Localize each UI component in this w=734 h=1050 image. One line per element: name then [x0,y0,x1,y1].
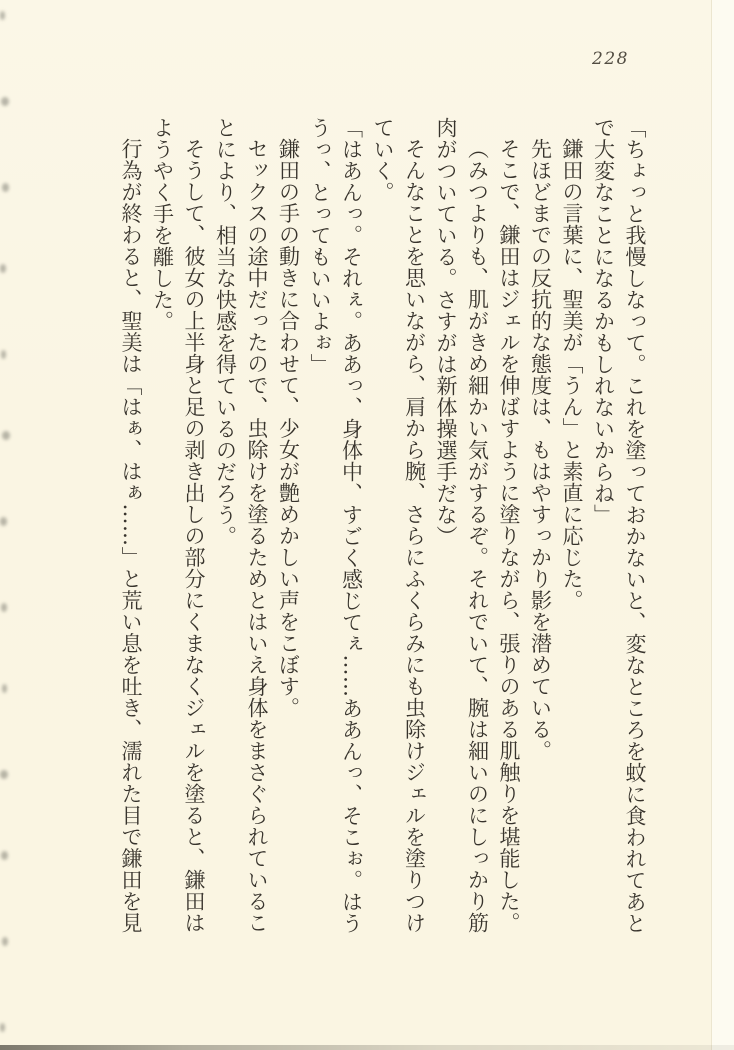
scan-smudge [2,183,9,192]
bottom-edge-shadow [0,1045,734,1050]
scan-smudge [1,97,9,106]
scan-smudge [0,517,7,526]
paragraph: 「ちょっと我慢しなって。これを塗っておかないと、変なところを蚊に食われてあとで大変なことになるかもしれないからね」 [591,117,647,934]
paragraph: （みつよりも、肌がきめ細かい気がするぞ。それでいて、腕は細いのにしっかり筋肉がついている。さすがは新体操選手だな） [434,117,490,934]
paragraph: セックスの途中だったので、虫除けを塗るためとはいえ身体をまさぐられていることにより、相当な快感を得ているのだろう。 [213,117,269,934]
paragraph: 鎌田の言葉に、聖美が「うん」と素直に応じた。 [560,138,584,611]
paragraph: そうして、彼女の上半身と足の剥き出しの部分にくまなくジェルを塗ると、鎌田はようやく手を離した。 [150,117,206,934]
page-text [115,117,651,935]
scan-smudge [1,851,8,860]
scan-smudge [1,603,7,612]
scan-smudge [2,431,10,440]
paragraph: 鎌田の手の動きに合わせて、少女が艶めかしい声をこぼす。 [276,138,301,719]
scan-smudge [2,937,8,946]
paragraph: そこで、鎌田はジェルを伸ばすように塗りながら、張りのある肌触りを堪能した。 [497,138,521,934]
scan-smudge [2,684,7,693]
scan-smudge [0,1023,5,1032]
page-edge-highlight [711,0,734,1050]
scan-smudge [0,770,8,779]
scan-smudge [1,350,6,359]
paragraph: 行為が終わると、聖美は「はぁ、はぁ……」と荒い息を吐き、濡れた目で鎌田を見 [119,138,143,934]
paragraph: 「はあんっ。それぇ。ああっ、身体中、すごく感じてぇ……ああんっ、そこぉ。はううっ、とってもいいよぉ」 [308,117,364,934]
page-number: 228 [592,49,629,69]
paragraph: そんなことを思いながら、肩から腕、さらにふくらみにも虫除けジェルを塗りつけていく。 [371,117,427,934]
scan-smudge [0,11,5,20]
paragraph: 先ほどまでの反抗的な態度は、もはやすっかり影を潜めている。 [528,138,553,762]
scan-smudge [0,264,6,273]
